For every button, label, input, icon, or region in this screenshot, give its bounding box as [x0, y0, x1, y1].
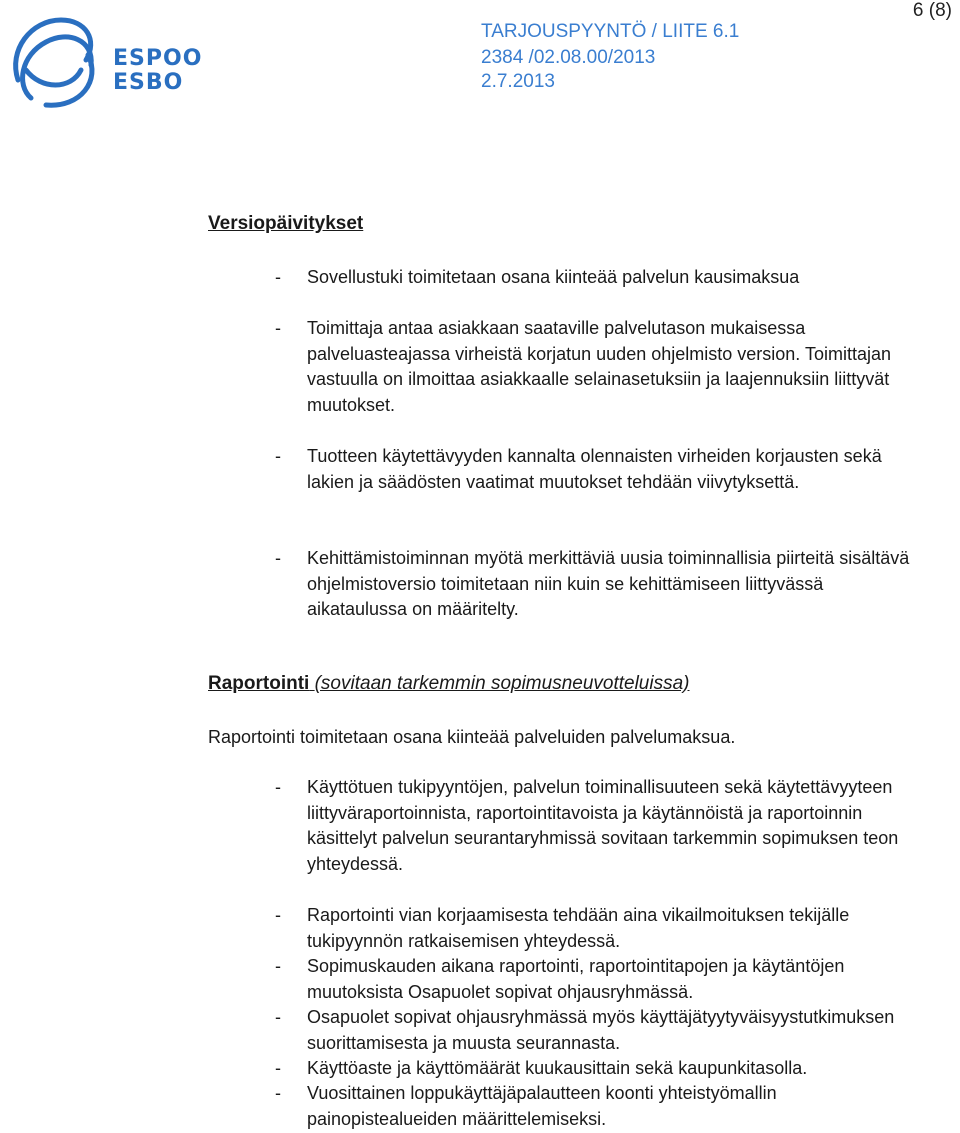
list-dash: -	[275, 267, 281, 287]
list-item-text: Käyttöaste ja käyttömäärät kuukausittain sekä kaupunkitasolla.	[307, 1058, 808, 1078]
list-item	[275, 546, 935, 624]
list-dash: -	[275, 446, 281, 466]
list-item-text: Sovellustuki toimitetaan osana kiinteää palvelun kausimaksua	[307, 267, 800, 287]
document-date: 2.7.2013	[481, 71, 555, 92]
espoo-logo-mark-icon	[6, 10, 106, 110]
list-item	[275, 1005, 935, 1057]
list-item-text: Osapuolet sopivat ohjausryhmässä myös käyttäjätyytyväisyystutkimuksen suorittamisesta ja muusta seurannasta.	[307, 1007, 895, 1053]
document-title: TARJOUSPYYNTÖ / LIITE 6.1	[481, 21, 740, 42]
list-item	[275, 1056, 935, 1082]
list-item-text: Raportointi vian korjaamisesta tehdään aina vikailmoituksen tekijälle tukipyynnön ratkaisemisen yhteydessä.	[307, 905, 850, 951]
list-item	[275, 444, 935, 522]
list-item	[275, 903, 935, 955]
list-item	[275, 775, 935, 879]
list-item-text: Vuosittainen loppukäyttäjäpalautteen koonti yhteistyömallin painopistealueiden määrittelemiseksi.	[307, 1083, 777, 1129]
list-item	[275, 954, 935, 1006]
list-item	[275, 316, 935, 420]
list-dash: -	[275, 777, 281, 797]
section-intro: Raportointi toimitetaan osana kiinteää palveluiden palvelumaksua.	[208, 727, 736, 747]
logo-text-esbo: ESBO	[113, 70, 184, 95]
page-number: 6 (8)	[912, 0, 952, 21]
list-item-text: Toimittaja antaa asiakkaan saataville palvelutason mukaisessa palveluasteajassa virheistä korjatun uuden ohjelmisto version. Toimittajan vastuulla on ilmoittaa asiakkaalle selainasetuksiin ja laajennuksiin liittyvät muutokset.	[307, 318, 891, 415]
list-dash: -	[275, 548, 281, 568]
logo-text-espoo: ESPOO	[113, 46, 203, 71]
document-reference: 2384 /02.08.00/2013	[481, 47, 656, 68]
list-item-text: Kehittämistoiminnan myötä merkittäviä uusia toiminnallisia piirteitä sisältävä ohjelmistoversio toimitetaan niin kuin se kehittämiseen liittyvässä aikataulussa on määritelty.	[307, 548, 910, 620]
list-item	[275, 265, 935, 291]
list-item-text: Tuotteen käytettävyyden kannalta olennaisten virheiden korjausten sekä lakien ja säädösten vaatimat muutokset tehdään viivytyksettä.	[307, 446, 882, 492]
section-heading-text: Raportointi	[208, 673, 310, 694]
espoo-logo	[6, 10, 203, 110]
list-dash: -	[275, 1058, 281, 1078]
list-item-text: Käyttötuen tukipyyntöjen, palvelun toiminallisuuteen sekä käytettävyyteen liittyväraportoinnista, raportointitavoista ja käytännöistä ja raportoinnin käsittelyt palvelun seurantaryhmissä sovitaan tarkemmin sopimuksen teon yhteydessä.	[307, 777, 899, 874]
section-heading-raportointi	[208, 673, 690, 695]
list-item-text: Sopimuskauden aikana raportointi, raportointitapojen ja käytäntöjen muutoksista Osapuolet sopivat ohjausryhmässä.	[307, 956, 845, 1002]
section-heading-note: (sovitaan tarkemmin sopimusneuvotteluissa)	[314, 673, 690, 694]
list-dash: -	[275, 318, 281, 338]
list-dash: -	[275, 1083, 281, 1103]
list-dash: -	[275, 905, 281, 925]
list-item	[275, 1081, 935, 1133]
section-heading-versiopaivitykset: Versiopäivitykset	[208, 213, 364, 234]
list-dash: -	[275, 1007, 281, 1027]
list-dash: -	[275, 956, 281, 976]
